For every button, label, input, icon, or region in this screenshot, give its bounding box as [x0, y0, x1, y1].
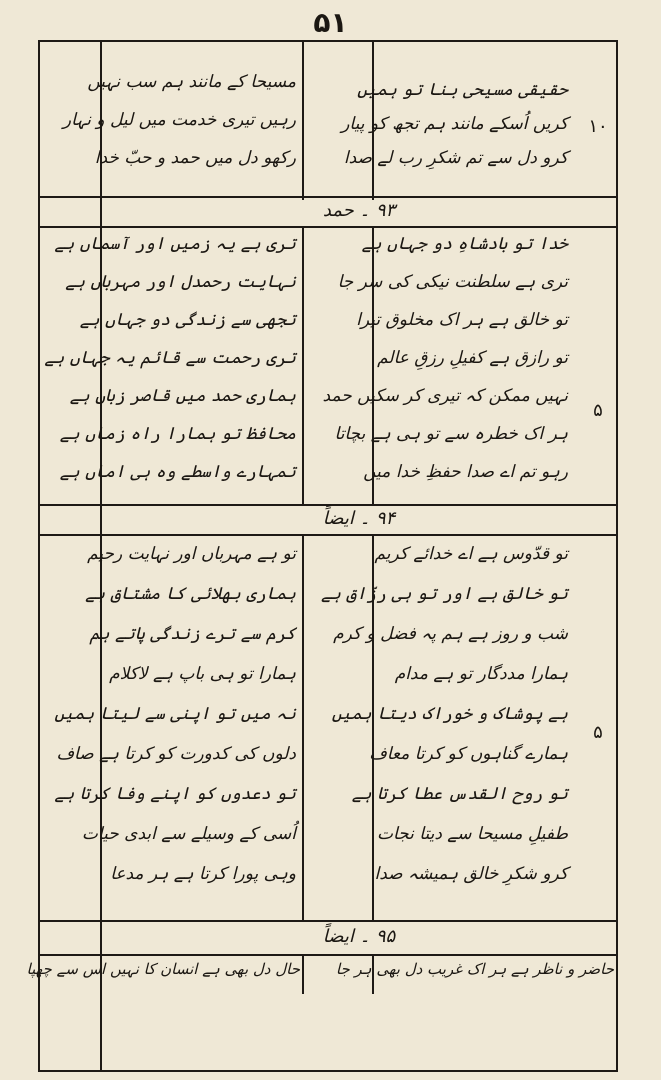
verse-line: تو خالق ہے ہر اک مخلوق تیرا [356, 310, 568, 330]
verse-line: ہر اک خطرہ سے تو ہی ہے بچاتا [334, 424, 568, 444]
verse-number: ۵ [593, 400, 603, 421]
verse-line: کرم سے ترے زندگی پاتے ہم [89, 624, 296, 644]
hymn-heading: ۹۵ ۔ ایضاً [322, 926, 396, 947]
verse-line: تمہارے واسطے وہ ہی اماں ہے [59, 462, 296, 482]
verse-line: تو قدّوس ہے اے خدائے کریم [374, 544, 568, 564]
section-rule [38, 196, 618, 198]
column-divider-center-left [302, 534, 304, 920]
verse-number: ۵ [593, 722, 603, 743]
stanza-left-column [44, 234, 296, 502]
stanza-left-column [62, 72, 296, 188]
verse-line: وہی پورا کرتا ہے ہر مدعا [110, 864, 296, 884]
verse-line: رکھو دل میں حمد و حبّ خدا [94, 148, 296, 168]
stanza-right-column [322, 234, 568, 502]
verse-line: حاضر و ناظر ہے ہر اک غریب دل بھی ہر جا [335, 960, 614, 978]
verse-line: حقیقی مسیحی بنا تو ہمیں [357, 80, 568, 100]
column-divider-center-left [302, 954, 304, 994]
stanza-right-column [341, 80, 568, 184]
section-rule [38, 920, 618, 922]
section-rule [38, 504, 618, 506]
stanza-right-column [335, 960, 614, 978]
section-rule [38, 226, 618, 228]
verse-line: کریں اُسکے مانند ہم تجھ کو پیار [341, 114, 568, 134]
verse-line: تو ہے مہرباں اور نہایت رحیم [87, 544, 296, 564]
verse-line: کرو دل سے تم شکرِ رب لے صدا [343, 148, 568, 168]
verse-line: طفیلِ مسیحا سے دیتا نجات [376, 824, 568, 844]
stanza-left-column [26, 960, 300, 978]
verse-line: تجھی سے زندگی دو جہاں ہے [79, 310, 296, 330]
verse-line: مسیحا کے مانند ہم سب نہیں [87, 72, 296, 92]
verse-line: خدا تو بادشاہِ دو جہاں ہے [361, 234, 568, 254]
section-rule [38, 954, 618, 956]
verse-line: نہیں ممکن کہ تیری کر سکیں حمد [322, 386, 568, 406]
verse-line: دلوں کی کدورت کو کرتا ہے صاف [56, 744, 296, 764]
verse-line: ہمارا مددگار تو ہے مدام [394, 664, 568, 684]
verse-line: کرو شکرِ خالق ہمیشہ صدا [374, 864, 568, 884]
verse-line: تری رحمت سے قائم یہ جہاں ہے [44, 348, 296, 368]
verse-line: رہو تم اے صدا حفظِ خدا میں [363, 462, 568, 482]
verse-line: ہمارا تو ہی باپ ہے لاکلام [109, 664, 296, 684]
verse-line: شب و روز ہے ہم پہ فضل و کرم [333, 624, 568, 644]
hymn-heading: ۹۳ ۔ حمد [322, 200, 396, 221]
verse-number: ۱۰ [588, 116, 608, 137]
verse-line: تو خالق ہے اور تو ہی رزّاق ہے [320, 584, 568, 604]
verse-line: نہایت رحمدل اور مہرباں ہے [65, 272, 296, 292]
verse-line: اُسی کے وسیلے سے ابدی حیات [81, 824, 296, 844]
verse-line: حال دل بھی ہے انسان کا نہیں اس سے چھپا [26, 960, 300, 978]
verse-line: نہ میں تو اپنی سے لیتا ہمیں [54, 704, 296, 724]
column-divider-center-left [302, 226, 304, 504]
verse-line: ہماری حمد میں قاصر زباں ہے [69, 386, 296, 406]
column-divider-center-left [302, 40, 304, 200]
stanza-left-column [54, 544, 296, 906]
page-number: ۵۱ [313, 6, 348, 39]
verse-line: ہماری بھلائی کا مشتاق ہے [85, 584, 296, 604]
verse-line: تو رازق ہے کفیلِ رزقِ عالم [377, 348, 568, 368]
verse-line: ہمارے گناہوں کو کرتا معاف [369, 744, 568, 764]
verse-line: تری ہے سلطنت نیکی کی سر جا [337, 272, 568, 292]
stanza-right-column [320, 544, 568, 906]
hymn-heading: ۹۴ ۔ ایضاً [322, 508, 396, 529]
section-rule [38, 534, 618, 536]
verse-line: تو روح القدس عطا کرتا ہے [351, 784, 568, 804]
verse-line: محافظ تو ہمارا راہ زماں ہے [59, 424, 296, 444]
verse-line: تو دعدوں کو اپنے وفا کرتا ہے [54, 784, 296, 804]
verse-line: تری ہے یہ زمیں اور آسماں ہے [54, 234, 296, 254]
verse-line: ہے پوشاک و خوراک دیتا ہمیں [331, 704, 568, 724]
verse-line: رہیں تیری خدمت میں لیل و نہار [62, 110, 296, 130]
